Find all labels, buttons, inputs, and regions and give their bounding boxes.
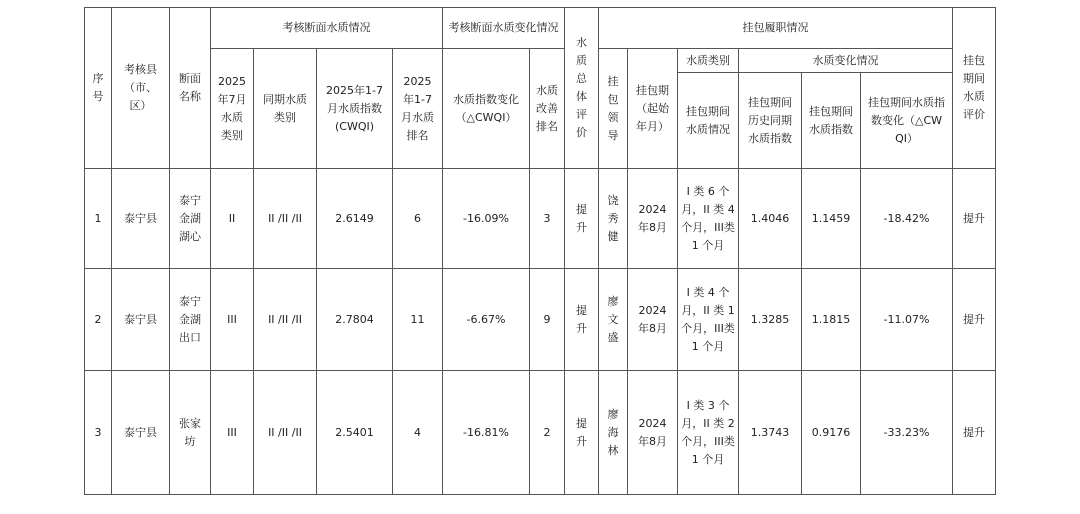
cell-improve-rank: 3 (530, 169, 565, 269)
table-row (85, 371, 996, 495)
cell-jul-class: II (211, 169, 254, 269)
header-improve-rank: 水质改善排名 (530, 49, 565, 169)
header-rank: 2025年1-7月水质排名 (393, 49, 443, 169)
cell-final-eval: 提升 (953, 169, 996, 269)
cell-rank: 6 (393, 169, 443, 269)
cell-final-eval: 提升 (953, 371, 996, 495)
cell-cwqi: 2.5401 (317, 371, 393, 495)
cell-county: 泰宁县 (112, 269, 170, 371)
cell-rank: 11 (393, 269, 443, 371)
cell-overall: 提升 (565, 371, 599, 495)
cell-period-index: 0.9176 (802, 371, 861, 495)
header-overall: 水质总体评价 (565, 8, 599, 169)
header-county: 考核县（市、区） (112, 8, 170, 169)
header-same-period: 同期水质类别 (254, 49, 317, 169)
cell-period-status: I 类 4 个月，II 类 1 个月，III类 1 个月 (678, 269, 739, 371)
cell-hist-index: 1.4046 (739, 169, 802, 269)
header-leader: 挂包领导 (599, 49, 628, 169)
cell-same-period: II /II /II (254, 169, 317, 269)
header-start: 挂包期（起始年月） (628, 49, 678, 169)
cell-start: 2024年8月 (628, 169, 678, 269)
cell-overall: 提升 (565, 269, 599, 371)
cell-cwqi-change: -6.67% (443, 269, 530, 371)
cell-cwqi: 2.6149 (317, 169, 393, 269)
header-cwqi: 2025年1-7月水质指数(CWQI) (317, 49, 393, 169)
cell-seq: 1 (85, 169, 112, 269)
cell-period-index: 1.1459 (802, 169, 861, 269)
header-period-status: 挂包期间水质情况 (678, 73, 739, 169)
cell-section: 张家坊 (170, 371, 211, 495)
water-quality-table (84, 7, 996, 495)
header-group-quality: 考核断面水质情况 (211, 8, 443, 49)
cell-period-change: -18.42% (861, 169, 953, 269)
cell-leader: 廖海林 (599, 371, 628, 495)
header-group-duty: 挂包履职情况 (599, 8, 953, 49)
cell-section: 泰宁金湖湖心 (170, 169, 211, 269)
cell-cwqi-change: -16.81% (443, 371, 530, 495)
cell-county: 泰宁县 (112, 371, 170, 495)
cell-start: 2024年8月 (628, 269, 678, 371)
cell-rank: 4 (393, 371, 443, 495)
cell-period-status: I 类 3 个月，II 类 2 个月，III类 1 个月 (678, 371, 739, 495)
cell-county: 泰宁县 (112, 169, 170, 269)
cell-leader: 廖文盛 (599, 269, 628, 371)
cell-period-change: -33.23% (861, 371, 953, 495)
header-section-name: 断面名称 (170, 8, 211, 169)
cell-seq: 3 (85, 371, 112, 495)
table-row (85, 169, 996, 269)
cell-leader: 饶秀健 (599, 169, 628, 269)
cell-overall: 提升 (565, 169, 599, 269)
cell-start: 2024年8月 (628, 371, 678, 495)
header-jul-class: 2025年7月水质类别 (211, 49, 254, 169)
header-change-group: 水质变化情况 (739, 49, 953, 73)
header-cwqi-change: 水质指数变化（△CWQI） (443, 49, 530, 169)
cell-period-status: I 类 6 个月，II 类 4 个月，III类 1 个月 (678, 169, 739, 269)
table-row (85, 269, 996, 371)
cell-hist-index: 1.3743 (739, 371, 802, 495)
cell-same-period: II /II /II (254, 269, 317, 371)
cell-cwqi: 2.7804 (317, 269, 393, 371)
cell-improve-rank: 2 (530, 371, 565, 495)
cell-jul-class: III (211, 371, 254, 495)
cell-seq: 2 (85, 269, 112, 371)
header-seq: 序号 (85, 8, 112, 169)
header-final-eval: 挂包期间水质评价 (953, 8, 996, 169)
cell-period-change: -11.07% (861, 269, 953, 371)
cell-period-index: 1.1815 (802, 269, 861, 371)
header-period-index: 挂包期间水质指数 (802, 73, 861, 169)
cell-final-eval: 提升 (953, 269, 996, 371)
header-group-change: 考核断面水质变化情况 (443, 8, 565, 49)
cell-improve-rank: 9 (530, 269, 565, 371)
header-hist-index: 挂包期间历史同期水质指数 (739, 73, 802, 169)
cell-jul-class: III (211, 269, 254, 371)
cell-hist-index: 1.3285 (739, 269, 802, 371)
header-class-group: 水质类别 (678, 49, 739, 73)
header-period-change: 挂包期间水质指数变化（△CWQI） (861, 73, 953, 169)
cell-section: 泰宁金湖出口 (170, 269, 211, 371)
cell-cwqi-change: -16.09% (443, 169, 530, 269)
cell-same-period: II /II /II (254, 371, 317, 495)
